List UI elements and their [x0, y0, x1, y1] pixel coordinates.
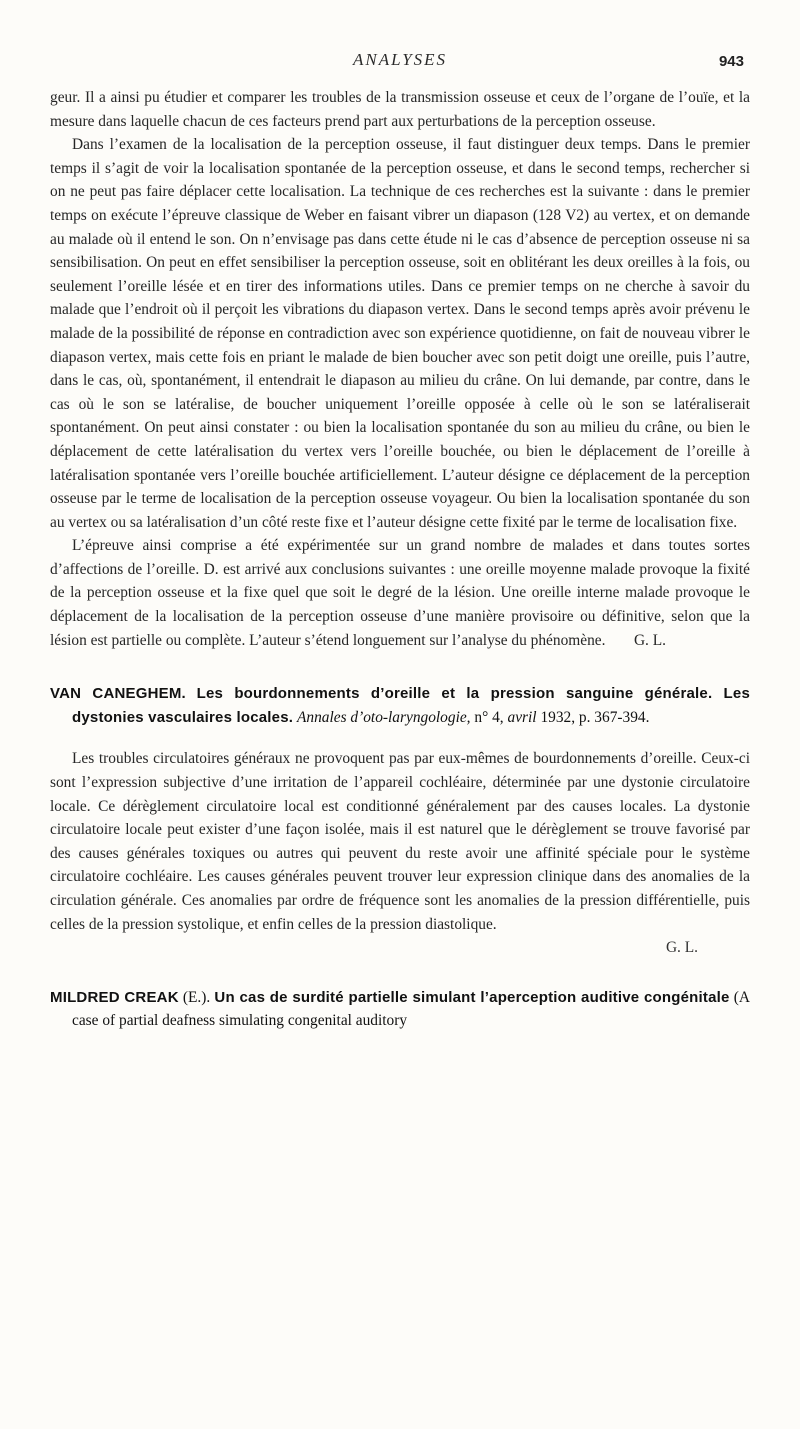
- entry-year-pages: 1932, p. 367-394.: [540, 708, 650, 726]
- review-continued: [50, 86, 750, 652]
- entry3-author: MILDRED CREAK: [50, 988, 179, 1006]
- entry-author: VAN CANEGHEM.: [50, 685, 186, 703]
- entry-body-van-caneghem: Les troubles circulatoires généraux ne provoquent pas par eux-mêmes de bourdonnements d’oreille. Ceux-ci sont l’expression subjective d’une irritation de l’appareil cochléaire, déterminée par une dystonie circulatoire locale. Ce dérèglement circulatoire local est conditionné généralement par des causes locales. La dystonie circulatoire locale peut exister d’une façon isolée, mais il est naturel que le dérèglement se trouve favorisé par des causes générales toxiques ou autres qui peuvent du reste avoir une affinité spéciale pour le système circulatoire cochléaire. Les causes générales peuvent trouver leur expression clinique dans des anomalies de la circulation générale. Ces anomalies par ordre de fréquence sont les anomalies de la pression différentielle, puis celles de la pression systolique, et enfin celles de la pression diastolique.: [50, 750, 750, 933]
- entry-title: Les bourdonnements d’oreille et la pression sanguine générale. Les dystonies vasculaires locales.: [72, 685, 751, 726]
- page-header: [50, 0, 750, 86]
- review-paragraph-3: [50, 534, 750, 652]
- review-paragraph-1: geur. Il a ainsi pu étudier et comparer les troubles de la transmission osseuse et ceux de l’organe de l’ouïe, et la mesure dans laquelle chacun de ces facteurs prend part aux perturbations de la perception osseuse.: [50, 89, 750, 130]
- entry-signature-van-caneghem: G. L.: [665, 939, 698, 957]
- entry-heading-creak: [50, 986, 750, 1033]
- running-title: ANALYSES: [352, 50, 448, 69]
- entry-issue: n° 4,: [474, 708, 504, 726]
- review-paragraph-3-text: L’épreuve ainsi comprise a été expérimentée sur un grand nombre de malades et dans toutes sortes d’affections de l’oreille. D. est arrivé aux conclusions suivantes : une oreille moyenne malade provoque la fixité de la perception osseuse et la fixe quel que soit le degré de la lésion. Une oreille interne malade provoque le déplacement de la localisation de la perception osseuse d’une manière provisoire ou définitive, selon que la lésion est partielle ou complète. L’auteur s’étend longuement sur l’analyse du phénomène.: [50, 537, 750, 649]
- entry-heading-van-caneghem: [50, 682, 750, 729]
- entry-journal: Annales d’oto-laryngologie,: [296, 708, 471, 726]
- review-paragraph-2: Dans l’examen de la localisation de la perception osseuse, il faut distinguer deux temps. Dans le premier temps il s’agit de voir la localisation spontanée de la perception osseuse, et dans le second temps, rechercher si on ne peut pas faire déplacer cette localisation. La technique de ces recherches est la suivante : dans le premier temps on exécute l’épreuve classique de Weber en faisant vibrer un diapason (128 V2) au vertex, et on demande au malade où il entend le son. On n’envisage pas dans cette étude ni le cas d’absence de perception osseuse ni sa sensibilisation. On peut en effet sensibiliser la perception osseuse, soit en oblitérant les deux oreilles à la fois, ou seulement l’oreille lésée et en tirer des informations utiles. Dans ce premier temps on ne cherche à savoir du malade que l’endroit où il perçoit les vibrations du diapason vertex. Dans le second temps après avoir prévenu le malade de la possibilité de réponse en contradiction avec son expérience quotidienne, on fait de nouveau vibrer le diapason vertex, mais cette fois en priant le malade de bien boucher avec son petit doigt une oreille, puis l’autre, dans le cas, où, spontanément, il entendrait le diapason au milieu du crâne. On lui demande, par contre, dans le cas où le son se latéralise, de boucher uniquement l’oreille opposée à celle où le son se latéraliserait spontanément. On peut ainsi constater : ou bien la localisation spontanée du son au milieu du crâne, ou bien le déplacement de cette latéralisation du vertex vers l’oreille bouchée, ou bien le déplacement de l’oreille à latéralisation spontanée vers l’oreille bouchée artificiellement. L’auteur désigne ce déplacement de la perception osseuse par le terme de localisation de la perception osseuse voyageur. Ou bien la localisation spontanée du son au vertex ou sa latéralisation d’un côté reste fixe et l’auteur désigne cette fixité par le terme de localisation fixe.: [50, 136, 751, 531]
- entry-date: avril: [507, 708, 537, 726]
- journal-page: [50, 0, 750, 1051]
- review-signature: G. L.: [633, 631, 666, 649]
- entry3-translation: (A case of partial deafness simulating congenital auditory: [72, 988, 750, 1030]
- page-number: 943: [718, 53, 744, 70]
- entry3-title: Un cas de surdité partielle simulant l’aperception auditive congénitale: [214, 988, 730, 1006]
- entry3-initial: (E.).: [182, 988, 211, 1006]
